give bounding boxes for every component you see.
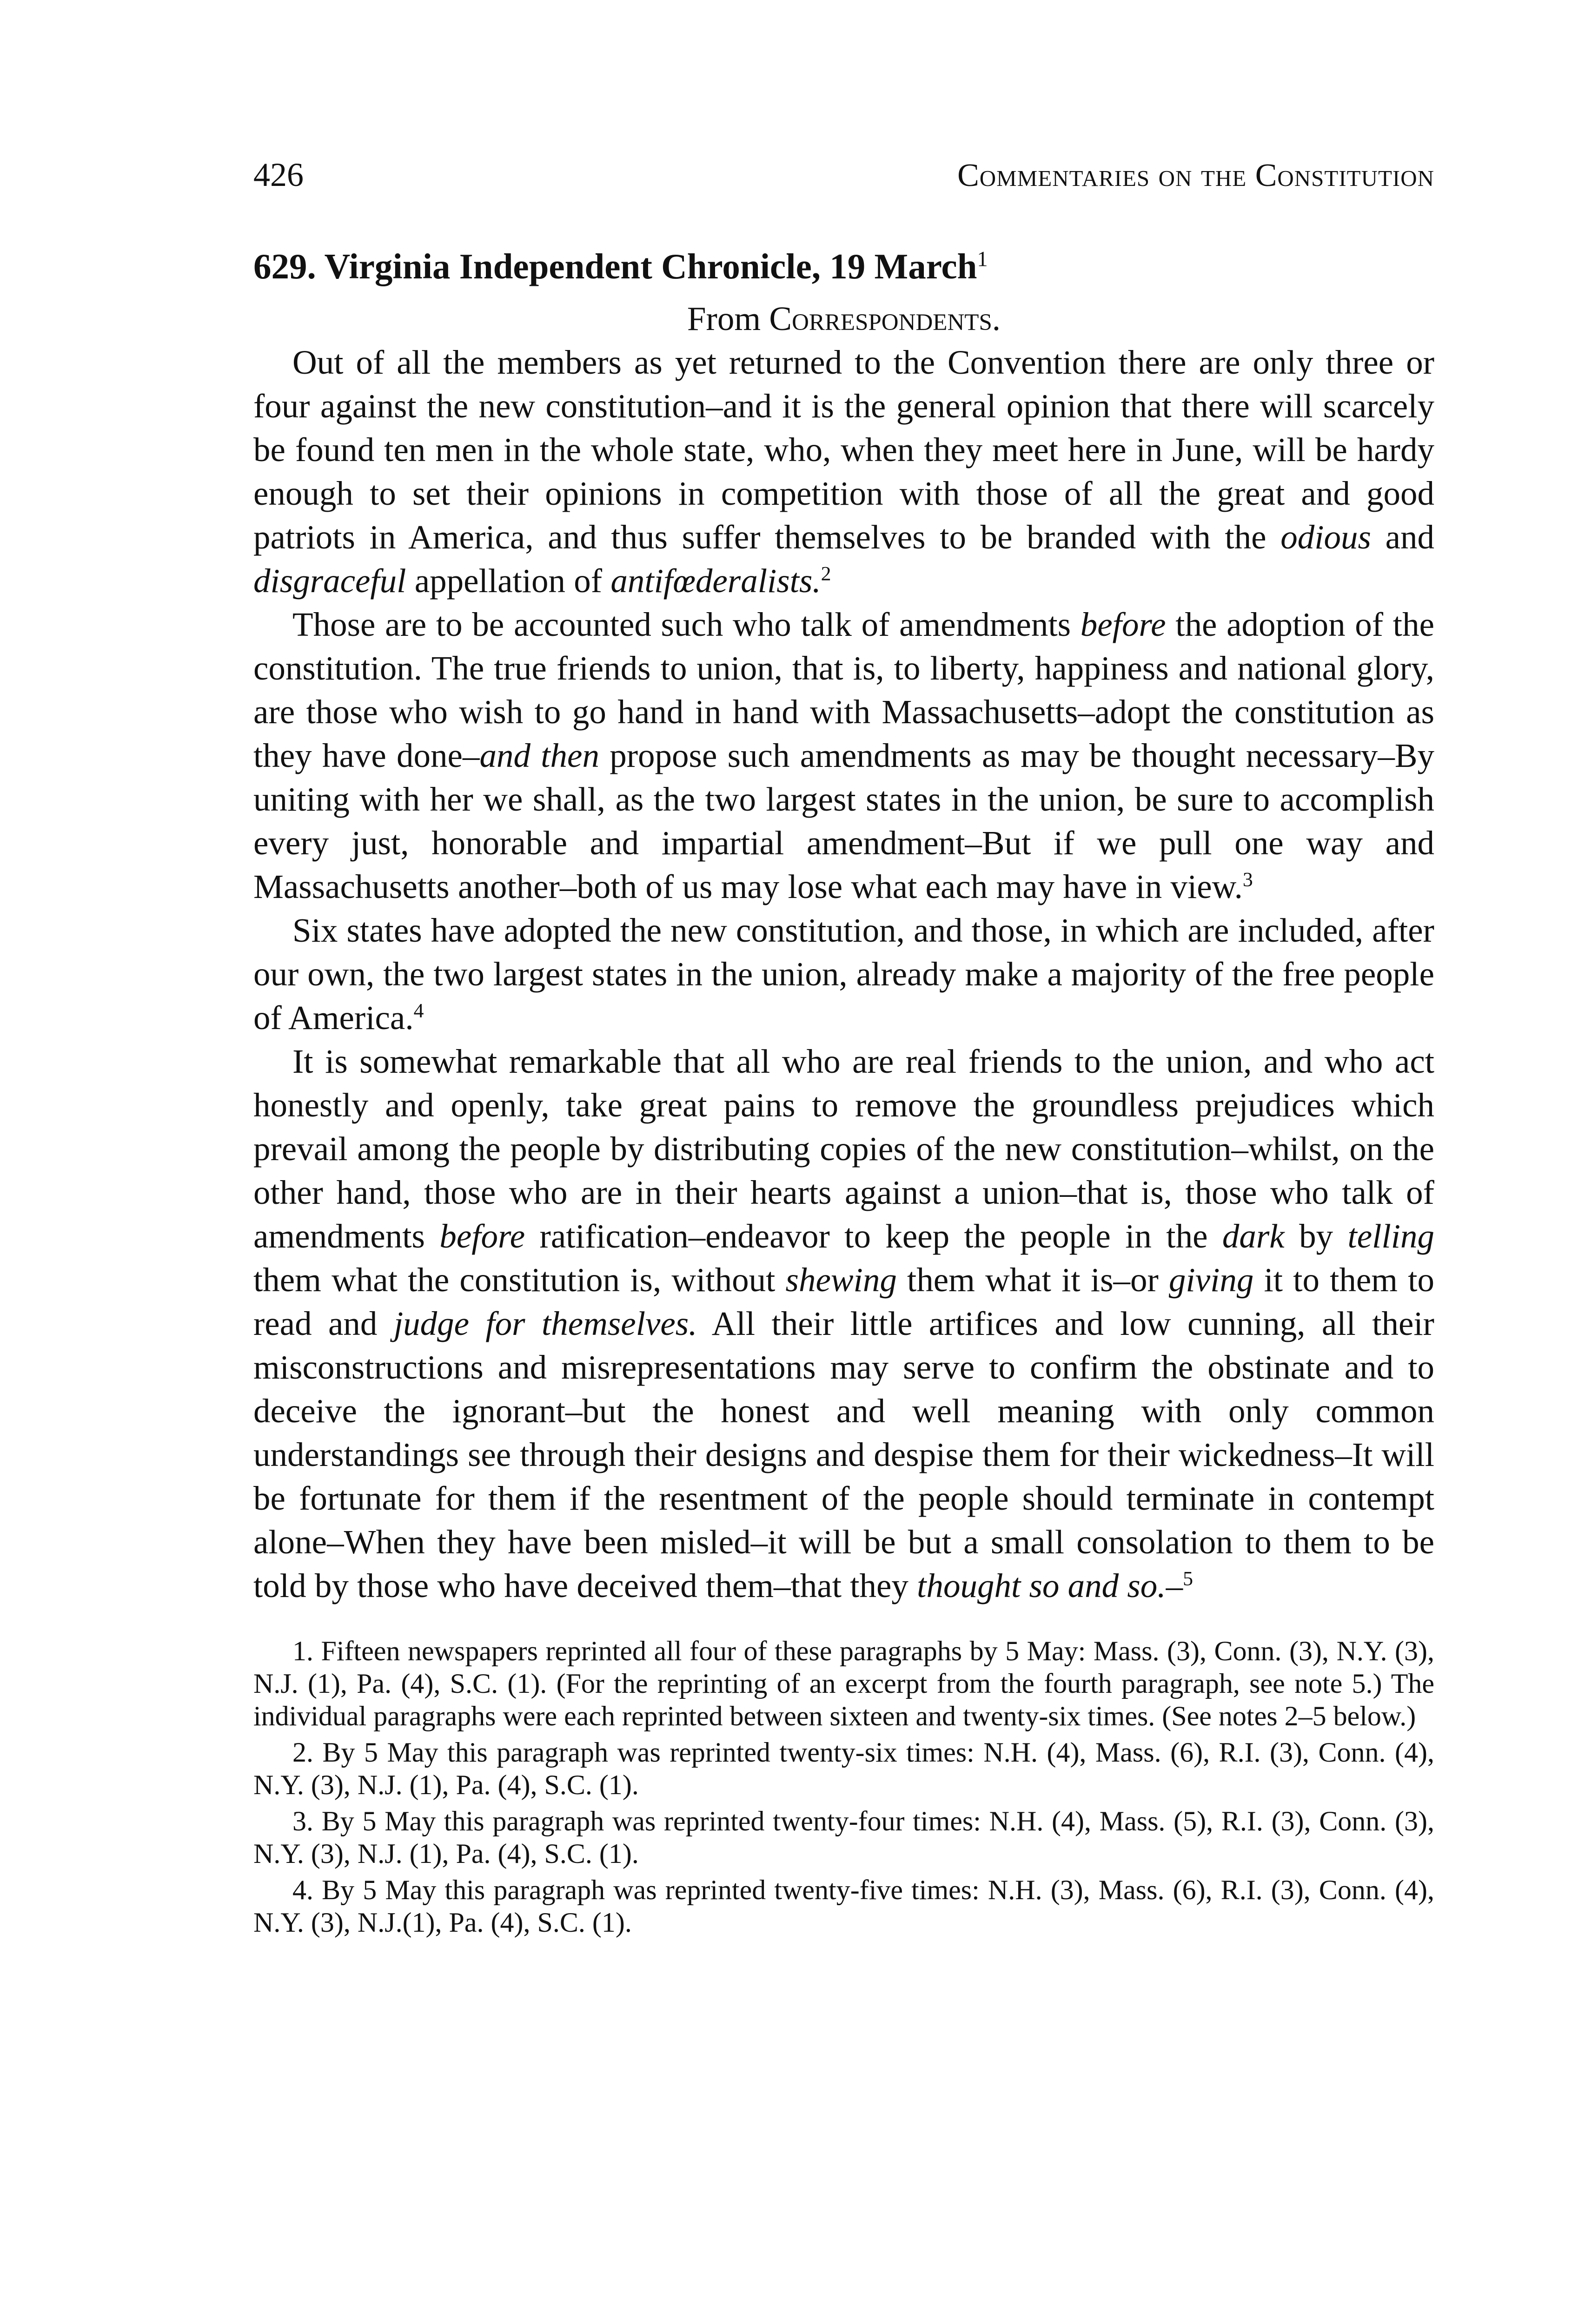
footnote-4: 4. By 5 May this paragraph was reprinted twenty-five times: N.H. (3), Mass. (6), R.I. (3), Conn. (4), N.Y. (3), N.J.(1), Pa. (4), S.C. (1).: [253, 1875, 1434, 1938]
footnote-2: 2. By 5 May this paragraph was reprinted twenty-six times: N.H. (4), Mass. (6), R.I. (3), Conn. (4), N.Y. (3), N.J. (1), Pa. (4), S.C. (1).: [253, 1737, 1434, 1801]
footnote-3: 3. By 5 May this paragraph was reprinted twenty-four times: N.H. (4), Mass. (5), R.I. (3), Conn. (3), N.Y. (3), N.J. (1), Pa. (4), S.C. (1).: [253, 1806, 1434, 1869]
note-marker: 3: [1242, 868, 1253, 891]
paragraph-text: Those are to be accounted such who talk of amendments: [292, 606, 1081, 644]
document-heading: [253, 247, 1434, 286]
footnotes: [253, 1635, 1434, 1939]
paragraph-text: ratification–endeavor to keep the people in the: [525, 1217, 1222, 1255]
paragraph-text: them what the constitution is, without: [253, 1261, 786, 1299]
dateline-prefix: From: [687, 299, 761, 337]
italic-text: judge for themselves.: [393, 1305, 697, 1343]
paragraph-text: It is somewhat remarkable that all who are real friends to the union, and who act honestly and openly, take great pains to remove the groundless prejudices which prevail among the people by distributing copies of the new constitution–whilst, on the other hand, those who are in their hearts against a union–that is, those who talk of amendments: [253, 1043, 1434, 1255]
italic-text: telling: [1347, 1217, 1435, 1255]
running-head: [253, 158, 1434, 192]
paragraph-text: propose such amendments as may be thought necessary–By uniting with her we shall, as the two largest states in the union, be sure to accomplish every just, honorable and impartial amendment–But if we pull one way and Massachusetts another–both of us may lose what each may have in view.: [253, 737, 1435, 906]
italic-text: giving: [1168, 1261, 1254, 1299]
note-marker: 2: [821, 562, 831, 585]
note-marker: 4: [413, 999, 424, 1022]
paragraph-text: Six states have adopted the new constitution, and those, in which are included, after our own, the two largest states in the union, already make a majority of the free people of America.: [253, 911, 1434, 1037]
italic-text: and then: [479, 737, 599, 775]
paragraph-text: them what it is–or: [896, 1261, 1169, 1299]
paragraph-1: [253, 341, 1434, 603]
paragraph-text: Out of all the members as yet returned to the Convention there are only three or four against the new constitution–and it is the general opinion that there will scarcely be found ten men in the whole state, who, when they meet here in June, will be hardy enough to set their opinions in competition with those of all the great and good patriots in America, and thus suffer themselves to be branded with the: [253, 343, 1434, 556]
dateline: [253, 298, 1434, 339]
book-page: [253, 158, 1434, 1942]
document-title: 629. Virginia Independent Chronicle, 19 March: [253, 246, 977, 286]
italic-text: before: [439, 1217, 525, 1255]
paragraph-text: –: [1166, 1567, 1183, 1605]
italic-text: dark: [1222, 1217, 1285, 1255]
paragraph-2: [253, 603, 1434, 909]
paragraph-text: All their little artifices and low cunning, all their misconstructions and misrepresentations may serve to confirm the obstinate and to deceive the ignorant–but the honest and well meaning with only common understandings see through their designs and despise them for their wickedness–It will be fortunate for them if the resentment of the people should terminate in contempt alone–When they have been misled–it will be but a small consolation to them to be told by those who have deceived them–that they: [253, 1305, 1434, 1605]
title-note-marker: 1: [977, 247, 988, 271]
italic-text: antifœderalists.: [610, 562, 821, 600]
footnote-1: 1. Fifteen newspapers reprinted all four of these paragraphs by 5 May: Mass. (3), Conn. (3), N.Y. (3), N.J. (1), Pa. (4), S.C. (1). (For the reprinting of an excerpt from the fourth paragraph, see note 5.) The individual paragraphs were each reprinted between sixteen and twenty-six times. (See notes 2–5 below.): [253, 1636, 1434, 1732]
page-number: 426: [253, 156, 304, 193]
running-title: Commentaries on the Constitution: [957, 158, 1434, 193]
paragraph-text: and: [1371, 518, 1434, 556]
italic-text: before: [1080, 606, 1166, 644]
note-marker: 5: [1183, 1567, 1193, 1590]
italic-text: shewing: [785, 1261, 897, 1299]
dateline-source: Correspondents.: [769, 299, 1001, 337]
italic-text: odious: [1280, 518, 1371, 556]
paragraph-text: appellation of: [406, 562, 611, 600]
paragraph-3: [253, 909, 1434, 1040]
paragraph-4: [253, 1040, 1434, 1608]
paragraph-text: it to them to read and: [253, 1261, 1434, 1343]
italic-text: disgraceful: [253, 562, 406, 600]
paragraph-text: the adoption of the constitution. The true friends to union, that is, to liberty, happiness and national glory, are those who wish to go hand in hand with Massachusetts–adopt the constitution as they have done–: [253, 606, 1434, 775]
article-body: [253, 341, 1434, 1608]
paragraph-text: by: [1284, 1217, 1348, 1255]
italic-text: thought so and so.: [917, 1567, 1166, 1605]
